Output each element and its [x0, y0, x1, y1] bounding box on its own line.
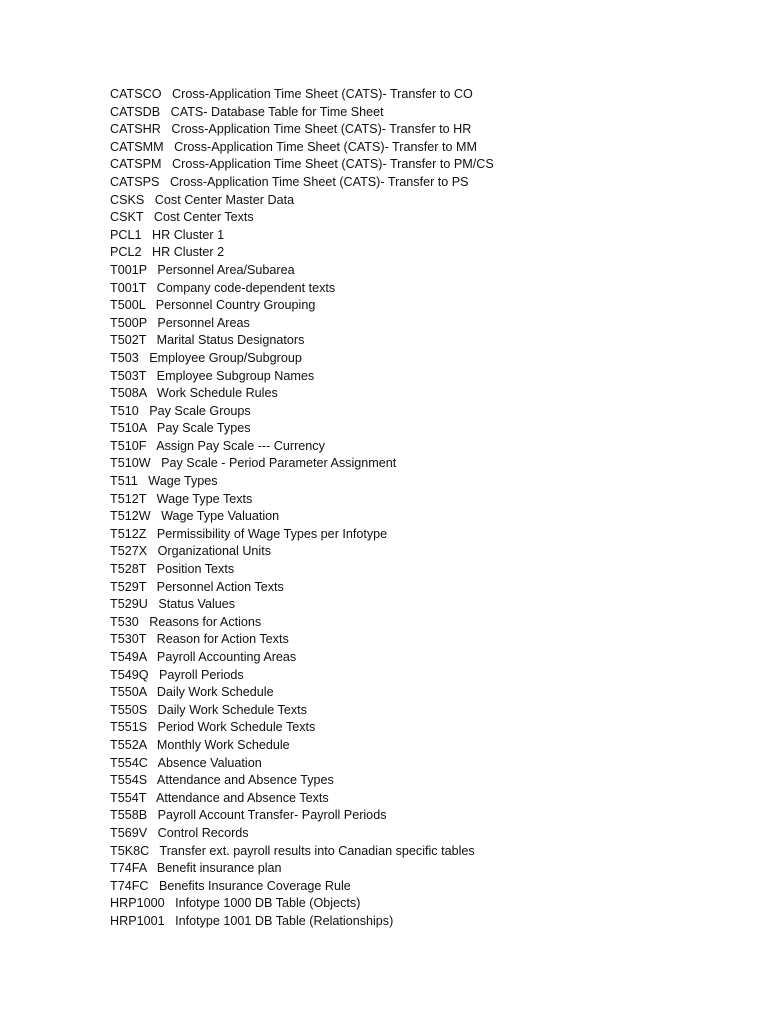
table-description: Company code-dependent texts — [156, 280, 336, 295]
table-description: Personnel Areas — [157, 315, 250, 330]
table-entry — [110, 139, 494, 157]
table-description: HR Cluster 2 — [152, 245, 225, 260]
table-code: CATSDB — [110, 104, 161, 119]
table-description: Period Work Schedule Texts — [157, 720, 316, 735]
table-entry — [110, 755, 494, 773]
table-entry — [110, 807, 494, 825]
table-entry — [110, 262, 494, 280]
table-description: Personnel Area/Subarea — [157, 262, 295, 277]
table-entry — [110, 790, 494, 808]
table-description: Pay Scale Groups — [149, 403, 251, 418]
spacer — [148, 756, 158, 770]
table-entry — [110, 631, 494, 649]
table-entry — [110, 843, 494, 861]
table-entry — [110, 649, 494, 667]
table-entry — [110, 438, 494, 456]
table-code: T530 — [110, 614, 139, 629]
table-entry — [110, 702, 494, 720]
table-entry — [110, 385, 494, 403]
table-description: Pay Scale - Period Parameter Assignment — [161, 456, 397, 471]
table-description: Cross-Application Time Sheet (CATS)- Transfer to PM/CS — [172, 157, 494, 172]
table-entry — [110, 895, 494, 913]
table-description: Assign Pay Scale --- Currency — [156, 438, 325, 453]
table-entry — [110, 420, 494, 438]
table-code: T001T — [110, 280, 147, 295]
table-entry — [110, 878, 494, 896]
table-description: Status Values — [158, 597, 236, 612]
spacer — [146, 333, 157, 347]
table-entry — [110, 543, 494, 561]
table-entry — [110, 579, 494, 597]
table-description: Organizational Units — [157, 544, 272, 559]
table-entry — [110, 719, 494, 737]
table-description: Attendance and Absence Texts — [155, 790, 329, 805]
table-entry — [110, 614, 494, 632]
table-description: Wage Type Texts — [156, 491, 253, 506]
spacer — [146, 369, 157, 383]
table-entry — [110, 561, 494, 579]
table-description: Wage Type Valuation — [161, 509, 280, 524]
table-entry — [110, 332, 494, 350]
table-code: T512Z — [110, 526, 147, 541]
table-entry — [110, 192, 494, 210]
spacer — [151, 509, 162, 523]
spacer — [161, 122, 172, 136]
spacer — [146, 738, 157, 752]
table-code: T529U — [110, 597, 148, 612]
table-code: T549A — [110, 650, 147, 664]
table-entry — [110, 244, 494, 262]
spacer — [147, 263, 158, 277]
table-description: Cross-Application Time Sheet (CATS)- Transfer to HR — [171, 122, 472, 137]
table-code: T503T — [110, 368, 147, 383]
spacer — [139, 351, 150, 365]
table-entry — [110, 473, 494, 491]
spacer — [147, 544, 158, 558]
table-code: T558B — [110, 808, 148, 823]
table-entry — [110, 667, 494, 685]
table-entry — [110, 209, 494, 227]
table-description: Infotype 1001 DB Table (Relationships) — [175, 913, 394, 928]
table-description: Payroll Account Transfer- Payroll Periods — [157, 808, 387, 823]
table-entry — [110, 156, 494, 174]
spacer — [146, 861, 157, 875]
spacer — [146, 791, 156, 805]
spacer — [146, 685, 157, 699]
table-code: PCL2 — [110, 245, 142, 260]
spacer — [164, 140, 175, 154]
spacer — [146, 580, 157, 594]
table-code: T512T — [110, 491, 147, 506]
table-code: T500L — [110, 298, 146, 313]
table-description: Personnel Action Texts — [156, 579, 284, 594]
table-entry — [110, 104, 494, 122]
table-description: Reasons for Actions — [149, 614, 262, 629]
table-entry — [110, 772, 494, 790]
table-description: Infotype 1000 DB Table (Objects) — [175, 896, 361, 911]
spacer — [142, 245, 153, 259]
table-code: T530T — [110, 632, 147, 647]
table-entry — [110, 280, 494, 298]
table-description: Payroll Periods — [159, 667, 244, 682]
spacer — [147, 720, 158, 734]
spacer — [146, 421, 157, 435]
spacer — [146, 632, 157, 646]
table-description: Cost Center Texts — [153, 210, 254, 225]
spacer — [147, 773, 157, 787]
table-code: T527X — [110, 544, 148, 559]
table-entry — [110, 368, 494, 386]
spacer — [149, 844, 159, 858]
table-description: Pay Scale Types — [156, 421, 251, 436]
spacer — [147, 703, 158, 717]
table-code: T512W — [110, 509, 151, 524]
table-code: CATSHR — [110, 122, 161, 137]
sap-table-list — [110, 86, 494, 931]
table-code: T74FC — [110, 878, 149, 893]
spacer — [145, 298, 156, 312]
table-description: Benefits Insurance Coverage Rule — [159, 878, 351, 893]
spacer — [165, 896, 176, 910]
spacer — [149, 879, 160, 893]
table-description: Cross-Application Time Sheet (CATS)- Transfer to CO — [172, 87, 473, 101]
spacer — [148, 597, 159, 611]
table-description: Marital Status Designators — [156, 333, 305, 348]
spacer — [144, 193, 155, 207]
spacer — [146, 527, 157, 541]
table-description: Employee Group/Subgroup — [149, 350, 302, 365]
table-code: CSKT — [110, 210, 144, 225]
table-code: T550S — [110, 702, 148, 717]
table-entry — [110, 825, 494, 843]
table-description: CATS- Database Table for Time Sheet — [170, 104, 384, 119]
table-description: Personnel Country Grouping — [155, 298, 316, 313]
table-entry — [110, 297, 494, 315]
table-code: T510W — [110, 456, 151, 471]
table-description: Daily Work Schedule — [156, 685, 274, 700]
table-description: Cross-Application Time Sheet (CATS)- Transfer to PS — [169, 174, 469, 189]
table-code: T549Q — [110, 667, 149, 682]
table-code: T503 — [110, 350, 139, 365]
spacer — [138, 474, 149, 488]
spacer — [146, 386, 157, 400]
spacer — [146, 439, 156, 453]
table-code: T554C — [110, 755, 148, 770]
table-description: Benefit insurance plan — [156, 861, 282, 876]
table-entry — [110, 508, 494, 526]
table-entry — [110, 684, 494, 702]
spacer — [139, 404, 150, 418]
table-entry — [110, 315, 494, 333]
table-code: T554T — [110, 790, 147, 805]
table-description: Wage Types — [148, 474, 218, 489]
spacer — [159, 175, 170, 189]
table-code: HRP1001 — [110, 913, 165, 928]
table-code: CSKS — [110, 192, 145, 207]
table-description: Cross-Application Time Sheet (CATS)- Transfer to MM — [174, 139, 477, 154]
spacer — [162, 157, 173, 171]
table-description: Permissibility of Wage Types per Infotype — [156, 526, 388, 541]
table-entry — [110, 455, 494, 473]
table-entry — [110, 860, 494, 878]
table-code: PCL1 — [110, 227, 142, 242]
table-code: T502T — [110, 333, 147, 348]
table-entry — [110, 121, 494, 139]
table-description: Work Schedule Rules — [156, 386, 278, 401]
table-code: T569V — [110, 825, 148, 840]
table-description: Position Texts — [156, 562, 235, 577]
table-code: T528T — [110, 562, 147, 577]
table-code: T74FA — [110, 861, 147, 876]
table-code: T500P — [110, 315, 147, 330]
table-description: Monthly Work Schedule — [156, 737, 290, 752]
spacer — [147, 826, 158, 840]
table-code: CATSMM — [110, 139, 164, 154]
table-code: T508A — [110, 386, 147, 401]
spacer — [146, 562, 157, 576]
spacer — [146, 650, 157, 664]
table-entry — [110, 526, 494, 544]
table-entry — [110, 174, 494, 192]
spacer — [142, 228, 153, 242]
table-description: Cost Center Master Data — [154, 192, 295, 207]
spacer — [165, 914, 176, 928]
table-entry — [110, 737, 494, 755]
table-code: T552A — [110, 737, 147, 752]
table-description: Control Records — [157, 825, 249, 840]
table-description: HR Cluster 1 — [152, 227, 225, 242]
spacer — [149, 668, 160, 682]
spacer — [147, 316, 158, 330]
table-code: T550A — [110, 685, 147, 700]
table-code: T510A — [110, 421, 147, 436]
table-entry — [110, 86, 494, 104]
table-description: Transfer ext. payroll results into Canadian specific tables — [159, 843, 475, 858]
table-code: T510F — [110, 438, 147, 453]
table-code: T5K8C — [110, 843, 150, 858]
table-description: Employee Subgroup Names — [156, 368, 315, 383]
table-code: HRP1000 — [110, 896, 165, 911]
spacer — [146, 281, 157, 295]
table-entry — [110, 350, 494, 368]
table-entry — [110, 403, 494, 421]
table-code: T529T — [110, 579, 147, 594]
table-code: T001P — [110, 262, 147, 277]
table-description: Reason for Action Texts — [156, 632, 289, 647]
table-entry — [110, 913, 494, 931]
table-entry — [110, 227, 494, 245]
spacer — [160, 105, 171, 119]
spacer — [143, 210, 154, 224]
table-code: T511 — [110, 474, 138, 489]
table-description: Attendance and Absence Types — [156, 773, 334, 788]
table-code: CATSPM — [110, 157, 162, 172]
table-description: Payroll Accounting Areas — [156, 650, 297, 664]
table-code: T510 — [110, 403, 139, 418]
table-code: CATSCO — [110, 87, 162, 101]
table-code: CATSPS — [110, 174, 160, 189]
table-description: Absence Valuation — [157, 755, 262, 770]
table-code: T554S — [110, 773, 148, 788]
spacer — [162, 87, 173, 101]
table-entry — [110, 491, 494, 509]
spacer — [146, 492, 157, 506]
spacer — [147, 808, 158, 822]
table-entry — [110, 596, 494, 614]
table-description: Daily Work Schedule Texts — [157, 702, 307, 717]
table-code: T551S — [110, 720, 148, 735]
spacer — [139, 615, 150, 629]
spacer — [151, 456, 162, 470]
